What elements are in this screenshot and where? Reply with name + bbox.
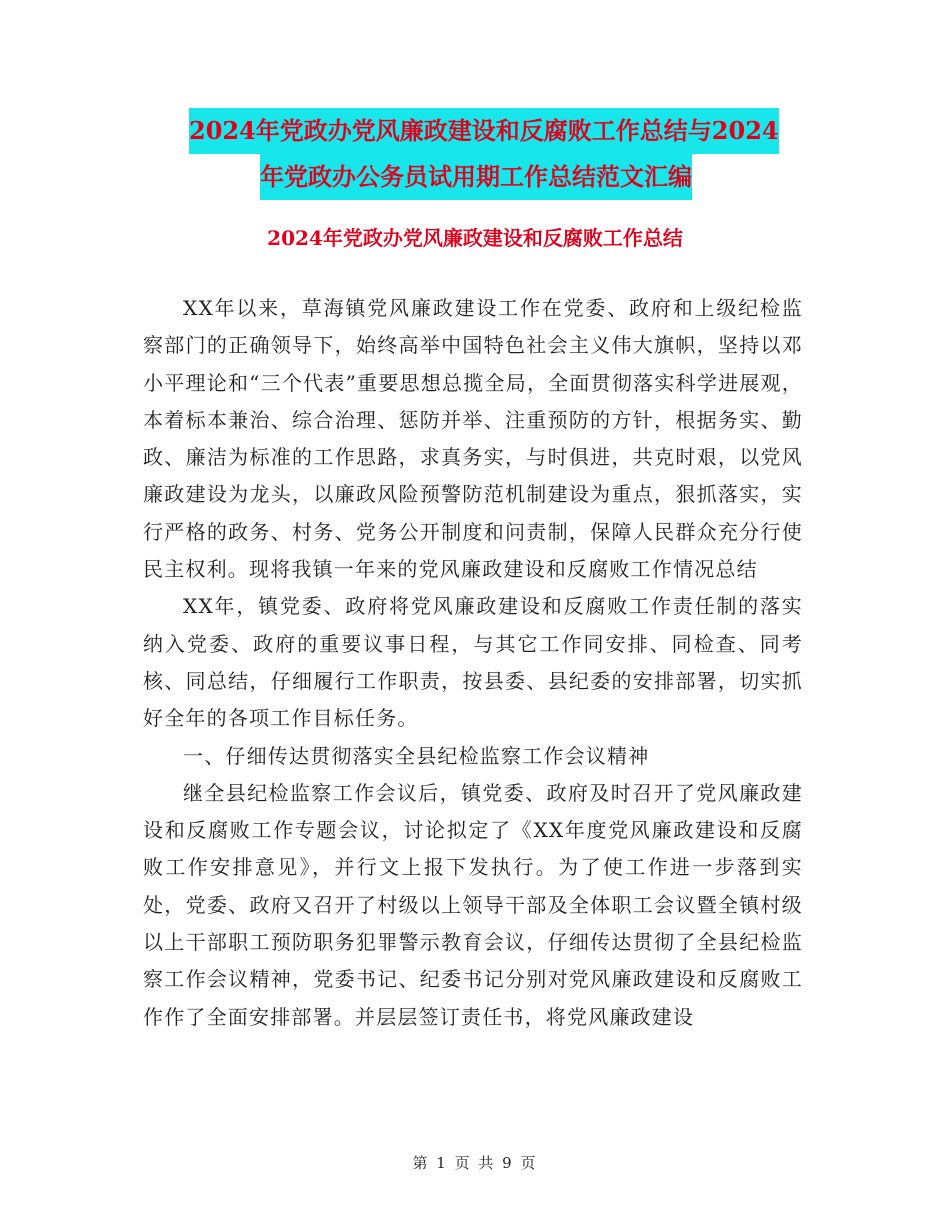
document-title-line-1: 2024年党政办党风廉政建设和反腐败工作总结与2024 [189,108,779,154]
paragraph: XX年以来，草海镇党风廉政建设工作在党委、政府和上级纪检监察部门的正确领导下，始终高举中国特色社会主义伟大旗帜，坚持以邓小平理论和“三个代表”重要思想总揽全局，全面贯彻落实科学进展观，本着标本兼治、综合治理、惩防并举、注重预防的方针，根据务实、勤政、廉洁为标准的工作思路，求真务实，与时俱进，共克时艰，以党风廉政建设为龙头，以廉政风险预警防范机制建设为重点，狠抓落实，实行严格的政务、村务、党务公开制度和问责制，保障人民群众充分行使民主权利。现将我镇一年来的党风廉政建设和反腐败工作情况总结 [143,296,803,582]
document-body [143,290,803,1036]
document-title [183,108,823,200]
subheading: 一、仔细传达贯彻落实全县纪检监察工作会议精神 [183,743,650,768]
paragraph: XX年，镇党委、政府将党风廉政建设和反腐败工作责任制的落实纳入党委、政府的重要议事日程，与其它工作同安排、同检查、同考核、同总结，仔细履行工作职责，按县委、县纪委的安排部署，切实抓好全年的各项工作目标任务。 [143,594,803,731]
document-title-line-2: 年党政办公务员试用期工作总结范文汇编 [260,154,692,200]
section-title: 2024年党政办党风廉政建设和反腐败工作总结 [267,226,683,250]
page-footer: 第 1 页 共 9 页 [412,1154,538,1172]
paragraph: 继全县纪检监察工作会议后，镇党委、政府及时召开了党风廉政建设和反腐败工作专题会议，讨论拟定了《XX年度党风廉政建设和反腐败工作安排意见》，并行文上报下发执行。为了使工作进一步落到实处，党委、政府又召开了村级以上领导干部及全体职工会议暨全镇村级以上干部职工预防职务犯罪警示教育会议，仔细传达贯彻了全县纪检监察工作会议精神，党委书记、纪委书记分别对党风廉政建设和反腐败工作作了全面安排部署。并层层签订责任书，将党风廉政建设 [143,780,803,1029]
